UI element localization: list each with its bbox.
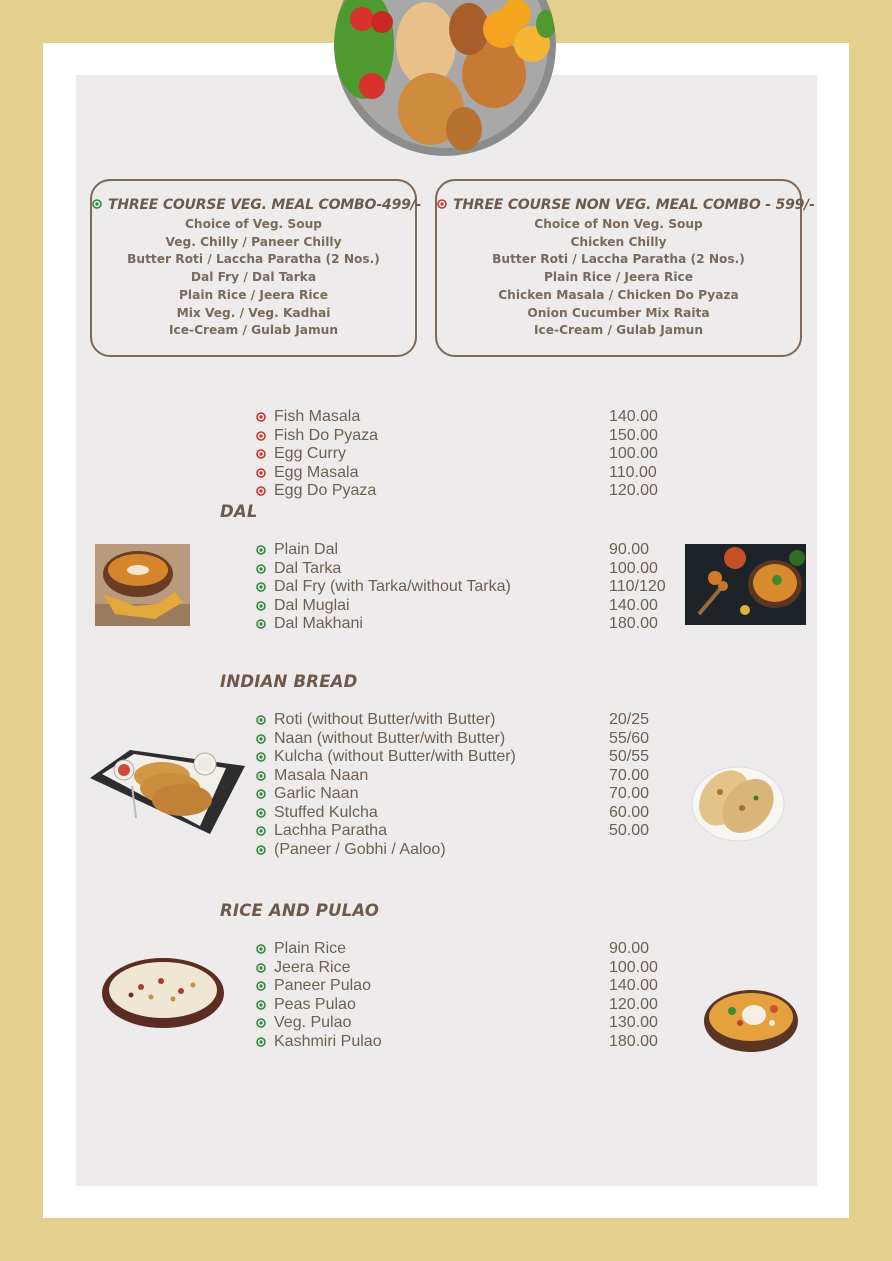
item-name: (Paneer / Gobhi / Aaloo) (274, 840, 446, 858)
menu-item (256, 1033, 676, 1051)
item-price: 150.00 (609, 426, 658, 444)
item-price: 100.00 (609, 958, 658, 976)
nonveg-mark-icon (256, 449, 266, 459)
item-name: Dal Fry (with Tarka/without Tarka) (274, 578, 511, 595)
biryani-bowl-image (702, 987, 800, 1053)
item-price: 70.00 (609, 766, 650, 784)
nonveg-combo-box (435, 179, 815, 357)
item-name: Lachha Paratha (274, 822, 387, 839)
item-price: 130.00 (609, 1014, 658, 1031)
menu-item (256, 615, 676, 633)
item-name: Egg Do Pyaza (274, 482, 377, 499)
menu-item (256, 597, 676, 615)
item-price: 60.00 (609, 803, 650, 821)
item-name: Fish Masala (274, 408, 361, 425)
item-name: Naan (without Butter/with Butter) (274, 729, 506, 747)
menu-item (256, 804, 676, 822)
veg-mark-icon (256, 734, 266, 744)
nonveg-combo-title (437, 197, 815, 213)
item-price: 140.00 (609, 408, 658, 425)
item-price: 100.00 (609, 445, 658, 462)
item-name: Dal Tarka (274, 559, 342, 577)
menu-item (256, 711, 676, 729)
item-price: 100.00 (609, 559, 658, 577)
item-name: Stuffed Kulcha (274, 803, 378, 821)
item-price: 110/120 (609, 578, 666, 595)
veg-mark-icon (256, 1037, 266, 1047)
nonveg-combo-title-text: THREE COURSE NON VEG. MEAL COMBO - 599/- (453, 197, 815, 213)
menu-item (256, 767, 676, 785)
item-name: Roti (without Butter/with Butter) (274, 711, 496, 728)
combo-line: Chicken Masala / Chicken Do Pyaza (498, 287, 739, 302)
combo-line: Chicken Chilly (570, 234, 667, 249)
dal-bowl-image (95, 544, 190, 626)
menu-item (256, 541, 676, 559)
nonveg-mark-icon (256, 431, 266, 441)
item-price: 180.00 (609, 615, 658, 632)
veg-mark-icon (256, 1000, 266, 1010)
section-title-rice-pulao: RICE AND PULAO (220, 901, 380, 920)
combo-line: Butter Roti / Laccha Paratha (2 Nos.) (492, 252, 745, 267)
item-price: 70.00 (609, 785, 650, 802)
item-price: 50.00 (609, 822, 650, 839)
item-price: 140.00 (609, 596, 658, 614)
combo-line: Butter Roti / Laccha Paratha (2 Nos.) (127, 252, 380, 267)
item-price: 20/25 (609, 711, 650, 728)
dal-spices-image (685, 544, 806, 625)
veg-mark-icon (256, 845, 266, 855)
menu-item (256, 1014, 676, 1032)
item-name: Dal Muglai (274, 596, 350, 614)
item-name: Dal Makhani (274, 615, 363, 632)
veg-combo-box (90, 179, 422, 357)
combo-line: Veg. Chilly / Paneer Chilly (165, 234, 342, 249)
naan-plate-image (690, 762, 786, 842)
section-title-indian-bread: INDIAN BREAD (220, 672, 358, 691)
menu-item (256, 841, 676, 859)
menu-item (256, 482, 676, 500)
item-name: Paneer Pulao (274, 977, 371, 994)
menu-item (256, 408, 676, 426)
combo-line: Plain Rice / Jeera Rice (178, 287, 329, 302)
veg-mark-icon (256, 808, 266, 818)
menu-item (256, 748, 676, 766)
menu-item (256, 977, 676, 995)
item-name: Peas Pulao (274, 995, 356, 1013)
item-name: Masala Naan (274, 766, 369, 784)
menu-item (256, 427, 676, 445)
combo-line: Ice-Cream / Gulab Jamun (533, 323, 704, 338)
veg-mark-icon (92, 199, 102, 209)
menu-item (256, 578, 676, 596)
pulao-plate-image (101, 957, 225, 1029)
item-name: Kashmiri Pulao (274, 1032, 382, 1050)
veg-mark-icon (256, 601, 266, 611)
veg-mark-icon (256, 752, 266, 762)
item-name: Egg Curry (274, 445, 347, 462)
veg-mark-icon (256, 715, 266, 725)
menu-item (256, 822, 676, 840)
item-price: 120.00 (609, 995, 658, 1013)
combo-line: Mix Veg. / Veg. Kadhai (176, 305, 331, 320)
menu-item (256, 560, 676, 578)
item-name: Plain Dal (274, 541, 339, 558)
item-name: Plain Rice (274, 940, 347, 957)
menu-item (256, 730, 676, 748)
item-price: 55/60 (609, 729, 650, 747)
veg-combo-title-text: THREE COURSE VEG. MEAL COMBO-499/- (108, 197, 422, 213)
item-name: Kulcha (without Butter/with Butter) (274, 748, 516, 765)
menu-item (256, 959, 676, 977)
combo-line: Choice of Non Veg. Soup (534, 217, 703, 231)
veg-mark-icon (256, 789, 266, 799)
item-price: 50/55 (609, 748, 650, 765)
nonveg-mark-icon (437, 199, 447, 209)
veg-mark-icon (256, 981, 266, 991)
veg-mark-icon (256, 944, 266, 954)
item-price: 90.00 (609, 541, 650, 558)
nonveg-mark-icon (256, 412, 266, 422)
combo-line: Dal Fry / Dal Tarka (190, 270, 317, 285)
paratha-plate-image (90, 748, 245, 836)
combo-line: Onion Cucumber Mix Raita (527, 305, 710, 320)
veg-mark-icon (256, 619, 266, 629)
veg-mark-icon (256, 826, 266, 836)
item-price: 180.00 (609, 1032, 658, 1050)
veg-mark-icon (256, 582, 266, 592)
menu-item (256, 445, 676, 463)
veg-combo-title (92, 197, 422, 213)
item-name: Garlic Naan (274, 785, 359, 802)
veg-mark-icon (256, 963, 266, 973)
item-name: Egg Masala (274, 463, 359, 481)
nonveg-mark-icon (256, 468, 266, 478)
menu-item (256, 940, 676, 958)
combo-line: Choice of Veg. Soup (184, 217, 322, 231)
nonveg-mark-icon (256, 486, 266, 496)
item-price: 90.00 (609, 940, 650, 957)
menu-item (256, 996, 676, 1014)
veg-mark-icon (256, 545, 266, 555)
item-name: Fish Do Pyaza (274, 426, 379, 444)
menu-item (256, 464, 676, 482)
item-name: Jeera Rice (274, 958, 351, 976)
item-price: 120.00 (609, 482, 658, 499)
veg-mark-icon (256, 771, 266, 781)
item-price: 140.00 (609, 977, 658, 994)
menu-item (256, 785, 676, 803)
combo-line: Ice-Cream / Gulab Jamun (168, 323, 339, 338)
combo-line: Plain Rice / Jeera Rice (543, 270, 694, 285)
item-price: 110.00 (609, 463, 657, 481)
veg-mark-icon (256, 564, 266, 574)
veg-mark-icon (256, 1018, 266, 1028)
item-name: Veg. Pulao (274, 1014, 352, 1031)
section-title-dal: DAL (220, 502, 258, 521)
